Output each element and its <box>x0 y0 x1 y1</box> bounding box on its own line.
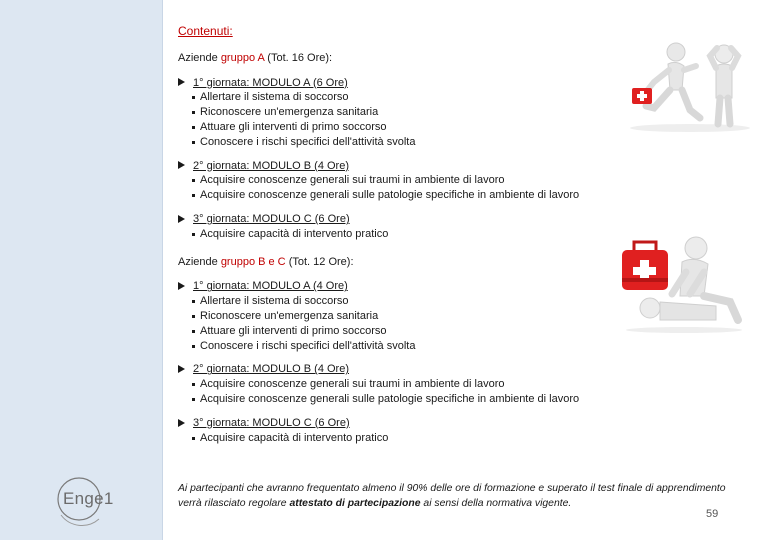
arrow-bullet-icon <box>178 365 186 374</box>
list-item: Conoscere i rischi specifici dell'attività svolta <box>192 339 778 354</box>
enge1-logo <box>55 475 117 527</box>
module-block <box>178 159 778 203</box>
list-item: Acquisire capacità di intervento pratico <box>192 227 778 242</box>
list-item: Riconoscere un'emergenza sanitaria <box>192 309 778 324</box>
page-number: 59 <box>706 508 719 520</box>
module-block <box>178 416 778 446</box>
list-item: Acquisire conoscenze generali sulle patologie specifiche in ambiente di lavoro <box>192 392 778 407</box>
module-items <box>178 377 778 407</box>
arrow-bullet-icon <box>178 215 186 224</box>
arrow-bullet-icon <box>178 78 186 87</box>
module-title: 3° giornata: MODULO C (6 Ore) <box>193 212 350 225</box>
sidebar-panel <box>0 0 163 540</box>
list-item: Attuare gli interventi di primo soccorso <box>192 324 778 339</box>
footer-note <box>178 481 768 511</box>
footer-line-2-pre: verrà rilasciato regolare <box>178 498 290 509</box>
module-title: 3° giornata: MODULO C (6 Ore) <box>193 416 350 429</box>
group-a-prefix: Aziende <box>178 51 221 64</box>
group-a-suffix: (Tot. 16 Ore): <box>264 51 333 64</box>
group-bc-suffix: (Tot. 12 Ore): <box>285 255 354 268</box>
module-items <box>178 173 778 203</box>
list-item: Allertare il sistema di soccorso <box>192 294 778 309</box>
footer-line-2-bold: attestato di partecipazione <box>289 498 421 509</box>
arrow-bullet-icon <box>178 161 186 170</box>
module-header <box>178 416 778 431</box>
list-item: Conoscere i rischi specifici dell'attività svolta <box>192 135 778 150</box>
list-item: Acquisire conoscenze generali sulle patologie specifiche in ambiente di lavoro <box>192 188 778 203</box>
module-block <box>178 362 778 406</box>
arrow-bullet-icon <box>178 419 186 428</box>
group-a-highlight: gruppo A <box>220 51 265 64</box>
logo-text: Enge1 <box>63 489 114 508</box>
group-bc-highlight: gruppo B e C <box>220 255 286 268</box>
arrow-bullet-icon <box>178 282 186 291</box>
module-title: 2° giornata: MODULO B (4 Ore) <box>193 363 350 376</box>
cpr-illustration <box>620 232 748 334</box>
footer-line-2-post: ai sensi della normativa vigente. <box>420 498 572 509</box>
page-heading: Contenuti: <box>178 24 233 38</box>
module-items <box>178 431 778 446</box>
module-title: 2° giornata: MODULO B (4 Ore) <box>193 159 350 172</box>
list-item: Allertare il sistema di soccorso <box>192 90 778 105</box>
footer-line-1: Ai partecipanti che avranno frequentato almeno il 90% delle ore di formazione e superato il test finale di apprendimento <box>178 483 726 494</box>
module-header <box>178 159 778 174</box>
module-title: 1° giornata: MODULO A (4 Ore) <box>193 280 348 293</box>
list-item: Acquisire conoscenze generali sui traumi in ambiente di lavoro <box>192 377 778 392</box>
list-item: Attuare gli interventi di primo soccorso <box>192 120 778 135</box>
module-header <box>178 362 778 377</box>
first-aid-running-illustration <box>624 38 756 132</box>
list-item: Acquisire conoscenze generali sui traumi in ambiente di lavoro <box>192 173 778 188</box>
group-bc-prefix: Aziende <box>178 255 221 268</box>
module-header <box>178 212 778 227</box>
list-item: Riconoscere un'emergenza sanitaria <box>192 105 778 120</box>
list-item: Acquisire capacità di intervento pratico <box>192 431 778 446</box>
module-title: 1° giornata: MODULO A (6 Ore) <box>193 76 348 89</box>
footer-line-2 <box>178 496 768 511</box>
